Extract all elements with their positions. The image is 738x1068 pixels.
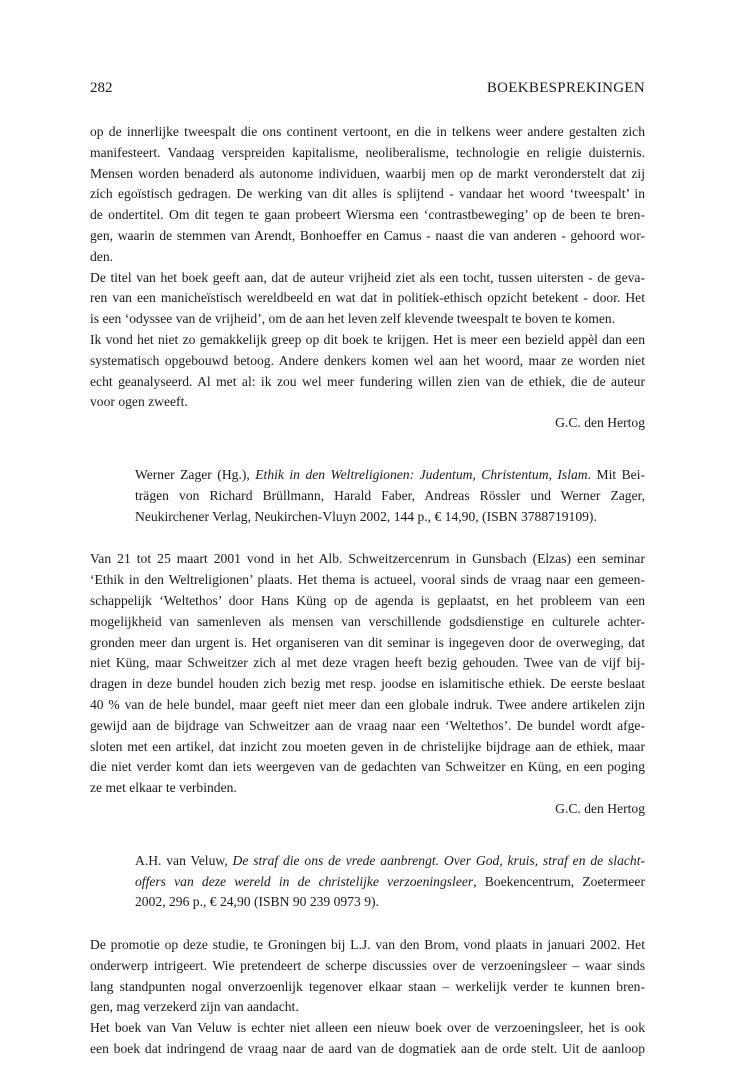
text-line: De promotie op deze studie, te Groningen bij L.J. van den Brom, vond plaats in januari 2002. Het [90, 937, 645, 953]
text-line: de ondertitel. Om dit tegen te gaan probeert Wiersma een ‘contrastbeweging’ op de been te bren- [90, 207, 645, 223]
reference-line [135, 872, 645, 893]
text-line: den. [90, 248, 114, 264]
reference-line [135, 465, 645, 486]
text-line: ‘Ethik in den Weltreligionen’ plaats. Het thema is actueel, vooral sinds de vraag naar een gemeen- [90, 572, 645, 588]
text-line: onderwerp intrigeert. Wie pretendeert de scherpe discussies over de verzoeningsleer – waar sinds [90, 957, 645, 973]
reference-title: offers van deze wereld in de christelijke verzoeningsleer [135, 873, 474, 889]
text-line: ren van een manicheïstisch wereldbeeld en wat dat in politiek-ethisch opzicht betekent - door. Het [90, 290, 645, 306]
text-line: sloten met een artikel, dat inzicht zou moeten geven in de christelijke bijdrage aan de ethiek, maar [90, 738, 645, 754]
text-line: ze met elkaar te verbinden. [90, 780, 237, 796]
text-line: niet Küng, maar Schweitzer zich al met deze vragen heeft bezig gehouden. Twee van de vijf bij- [90, 655, 645, 671]
text-line: Het boek van Van Veluw is echter niet alleen een nieuw boek over de verzoeningsleer, het is ook [90, 1020, 645, 1036]
text-line: zich egoïstisch gedragen. De werking van dit alles is splijtend - vandaar het woord ‘tweespalt’ in [90, 186, 645, 202]
reference-author: Werner Zager (Hg.), [135, 466, 256, 482]
running-head: BOEKBESPREKINGEN [486, 80, 645, 96]
reference-line: Neukirchener Verlag, Neukirchen-Vluyn 2002, 144 p., € 14,90, (ISBN 3788719109). [135, 508, 597, 524]
text-line: schappelijk ‘Weltethos’ door Hans Küng op de agenda is geplaatst, en het probleem van een [90, 592, 645, 608]
text-line: gen, waarin de stemmen van Arendt, Bonhoeffer en Camus - naast die van anderen - gehoord wor- [90, 227, 645, 243]
text-line: gen, mag verzekerd zijn van aandacht. [90, 999, 299, 1015]
reference-line: trägen von Richard Brüllmann, Harald Faber, Andreas Rössler und Werner Zager, [135, 487, 645, 503]
text-line: manifesteert. Vandaag verspreiden kapitalisme, neoliberalisme, technologie en religie duisternis. [90, 144, 645, 160]
text-line: een boek dat indringend de vraag naar de aard van de dogmatiek aan de orde stelt. Uit de aanloop [90, 1041, 645, 1057]
page-body [90, 122, 645, 1060]
text-line: is een ‘odyssee van de vrijheid’, om de aan het leven zelf klevende tweespalt te boven te komen. [90, 311, 616, 327]
reviewer-signature: G.C. den Hertog [555, 415, 645, 431]
reference-text: , Boekencentrum, Zoetermeer [473, 873, 645, 889]
page-number: 282 [90, 80, 113, 96]
review-3-text [90, 935, 645, 1060]
text-line: mogelijkheid van samenleven als mensen van verschillende godsdienstige en culturele achter- [90, 613, 645, 629]
reviewer-signature: G.C. den Hertog [555, 800, 645, 816]
text-line: Mensen worden benaderd als autonome individuen, waarbij men op de markt veronderstelt dat zij [90, 165, 645, 181]
text-line: lang standpunten nogal onverzoenlijk tegenover elkaar staan – werkelijk verder te kunnen bren- [90, 978, 645, 994]
reference-text: . Mit Bei- [587, 466, 645, 482]
reference-author: A.H. van Veluw, [135, 852, 233, 868]
text-line: dragen in deze bundel houden zich bezig met resp. joodse en islamitische ethiek. De eerste beslaat [90, 676, 645, 692]
text-line: gewijd aan de bijdrage van Schweitzer aan de vraag naar een ‘Weltethos’. De bundel wordt afge- [90, 717, 645, 733]
reference-line: 2002, 296 p., € 24,90 (ISBN 90 239 0973 9). [135, 894, 379, 910]
text-line: echt geanalyseerd. Al met al: ik zou wel meer fundering willen zien van de ethiek, die de auteur [90, 373, 645, 389]
text-line: systematisch opgebouwd betoog. Andere denkers komen wel aan het woord, maar ze worden niet [90, 352, 645, 368]
book-reference [90, 465, 645, 527]
text-line: Van 21 tot 25 maart 2001 vond in het Alb. Schweitzercenrum in Gunsbach (Elzas) een seminar [90, 551, 645, 567]
reference-title: De straf die ons de vrede aanbrengt. Over God, kruis, straf en de slacht- [232, 852, 645, 868]
book-reference [90, 851, 645, 913]
text-line: De titel van het boek geeft aan, dat de auteur vrijheid ziet als een tocht, tussen uitersten - de geva- [90, 269, 645, 285]
reference-title: Ethik in den Weltreligionen: Judentum, Christentum, Islam [255, 466, 588, 482]
review-2-text [90, 549, 645, 799]
reference-line [135, 851, 645, 872]
text-line: gronden meer dan urgent is. Het organiseren van dit seminar is ingegeven door de overweging, dat [90, 634, 645, 650]
text-line: voor ogen zweeft. [90, 394, 188, 410]
text-line: die niet verder komt dan iets weergeven van de gedachten van Schweitzer en Küng, en een poging [90, 759, 645, 775]
text-line: op de innerlijke tweespalt die ons continent vertoont, en die in telkens weer andere gestalten zich [90, 124, 645, 139]
review-1-text [90, 122, 645, 413]
text-line: Ik vond het niet zo gemakkelijk greep op dit boek te krijgen. Het is meer een bezield appèl dan een [90, 331, 645, 347]
text-line: 40 % van de hele bundel, maar geeft niet meer dan een globale indruk. Twee andere artikelen zijn [90, 696, 645, 712]
